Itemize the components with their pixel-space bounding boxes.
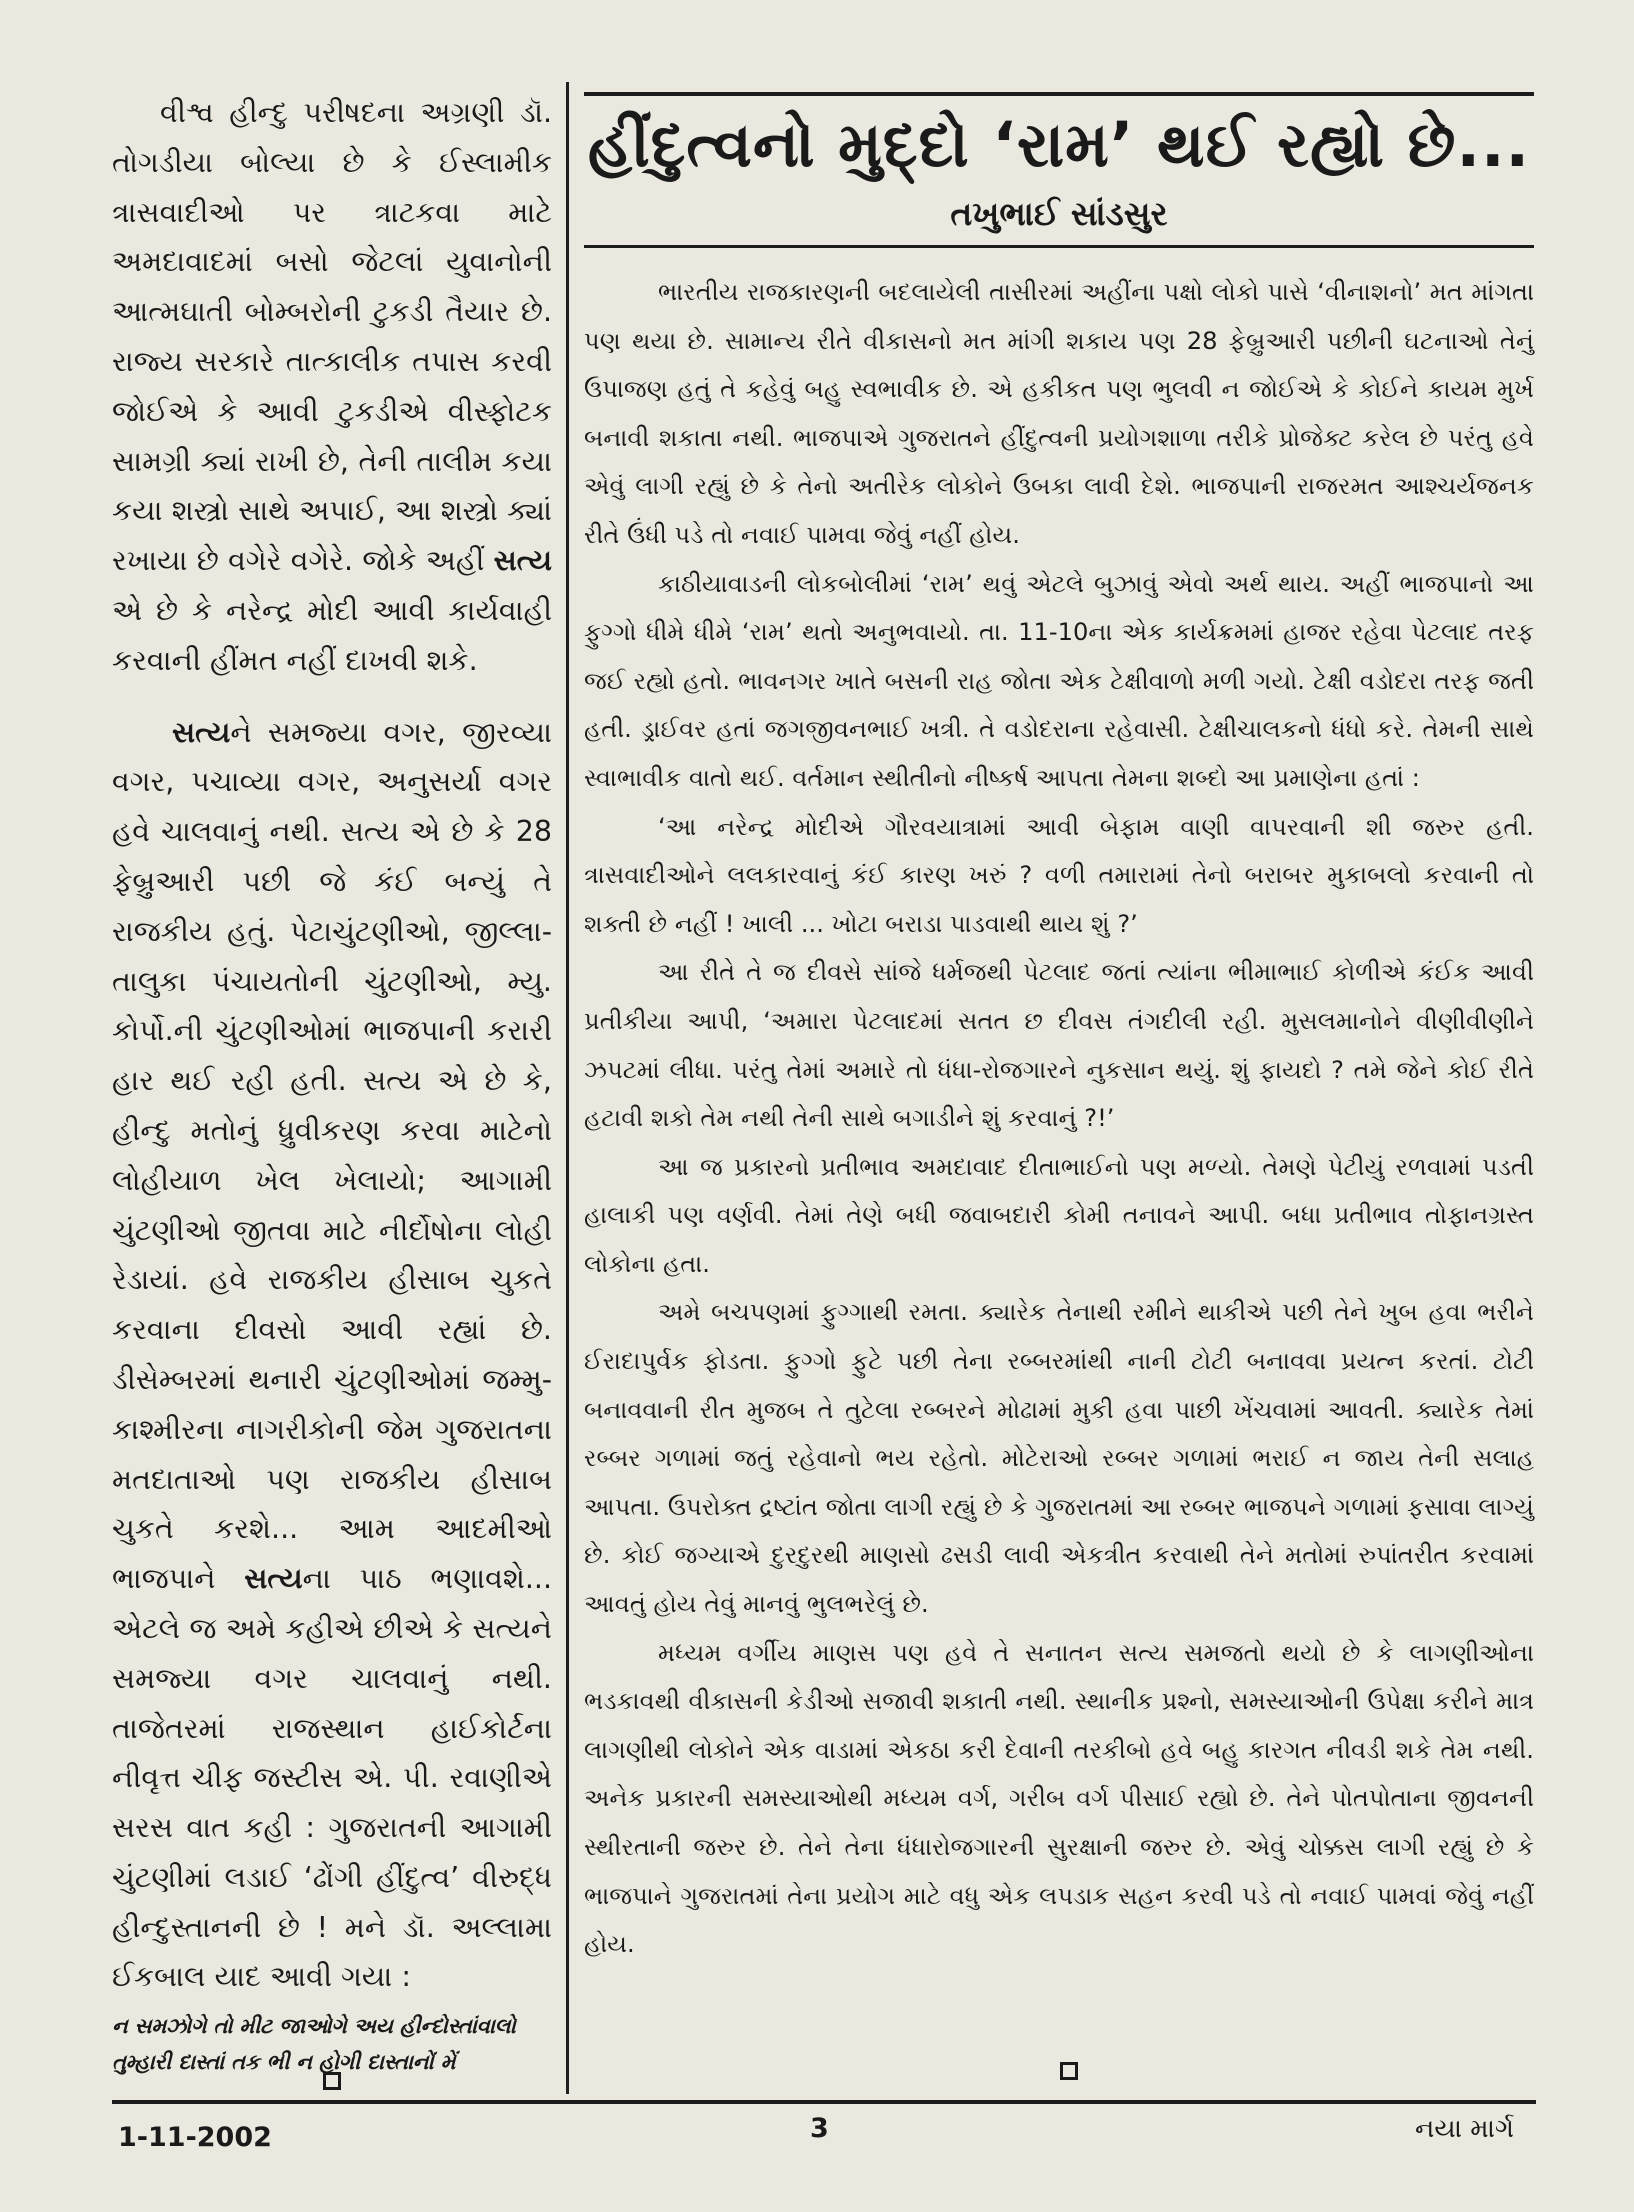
end-mark-icon (1060, 2062, 1078, 2080)
article-author: તખુભાઈ સાંડસુર (950, 194, 1168, 233)
left-column (112, 88, 552, 2088)
issue-date: 1-11-2002 (118, 2122, 272, 2153)
article-title: હીંદુત્વનો મુદ્દો ‘રામ’ થઈ રહ્યો છે... (587, 108, 1531, 181)
article-paragraph: અમે બચપણમાં ફુગ્ગાથી રમતા. ક્યારેક તેનાથી રમીને થાકીએ પછી તેને ખુબ હવા ભરીને ઈરાદાપુર્વક ફોડતા. ફુગ્ગો ફુટે પછી તેના રબ્બરમાંથી નાની ટોટી બનાવવા પ્રયત્ન કરતાં. ટોટી બનાવવાની રીત મુજબ તે તુટેલા રબ્બરને મોઢામાં મુકી હવા પાછી ખેંચવામાં આવતી. ક્યારેક તેમાં રબ્બર ગળામાં જતું રહેવાનો ભય રહેતો. મોટેરાઓ રબ્બર ગળામાં ભરાઈ ન જાય તેની સલાહ આપતા. ઉપરોક્ત દ્રષ્ટાંત જોતા લાગી રહ્યું છે કે ગુજરાતમાં આ રબ્બર ભાજપને ગળામાં ફસાવા લાગ્યું છે. કોઈ જગ્યાએ દુરદુરથી માણસો ઢસડી લાવી એકત્રીત કરવાથી તેને મતોમાં રુપાંતરીત કરવામાં આવતું હોય તેવું માનવું ભુલભરેલું છે. (584, 1298, 1534, 1619)
page-number: 3 (810, 2113, 829, 2144)
column-divider (566, 82, 569, 2094)
footer-rule (112, 2100, 1536, 2104)
article-paragraph: મધ્યમ વર્ગીય માણસ પણ હવે તે સનાતન સત્ય સમજતો થયો છે કે લાગણીઓના ભડકાવથી વીકાસની કેડીઓ સજાવી શકાતી નથી. સ્થાનીક પ્રશ્નો, સમસ્યાઓની ઉપેક્ષા કરીને માત્ર લાગણીથી લોકોને એક વાડામાં એકઠા કરી દેવાની તરકીબો હવે બહુ કારગત નીવડી શકે તેમ નથી. અનેક પ્રકારની સમસ્યાઓથી મધ્યમ વર્ગ, ગરીબ વર્ગ પીસાઈ રહ્યો છે. તેને પોતપોતાના જીવનની સ્થીરતાની જરુર છે. તેને તેના ધંધારોજગારની સુરક્ષાની જરુર છે. એવું ચોક્કસ લાગી રહ્યું છે કે ભાજપાને ગુજરાતમાં તેના પ્રયોગ માટે વધુ એક લપડાક સહન કરવી પડે તો નવાઈ પામવાં જેવું નહીં હોય. (584, 1638, 1534, 1959)
emphasis-satya: સત્ય (244, 1562, 303, 1596)
left-paragraph-2: સત્યને સમજ્યા વગર, જીરવ્યા વગર, પચાવ્યા વગર, અનુસર્યા વગર હવે ચાલવાનું નથી. સત્ય એ છે કે 28 ફેબ્રુઆરી પછી જે કંઈ બન્યું તે રાજકીય હતું. પેટાચુંટણીઓ, જીલ્લા-તાલુકા પંચાયતોની ચુંટણીઓ, મ્યુ. કોર્પો.ની ચુંટણીઓમાં ભાજપાની કરારી હાર થઈ રહી હતી. સત્ય એ છે કે, હીન્દુ મતોનું ધ્રુવીકરણ કરવા માટેનો લોહીયાળ ખેલ ખેલાયો; આગામી ચુંટણીઓ જીતવા માટે નીર્દોષોના લોહી રેડાયાં. હવે રાજકીય હીસાબ ચુકતે કરવાના દીવસો આવી રહ્યાં છે. ડીસેમ્બરમાં થનારી ચુંટણીઓમાં જમ્મુ-કાશ્મીરના નાગરીકોની જેમ ગુજરાતના મતદાતાઓ પણ રાજકીય હીસાબ ચુકતે કરશે... આમ આદમીઓ ભાજપાને સત્યના પાઠ ભણાવશે... એટલે જ અમે કહીએ છીએ કે સત્યને સમજ્યા વગર ચાલવાનું નથી. તાજેતરમાં રાજસ્થાન હાઈકોર્ટના નીવૃત્ત ચીફ જસ્ટીસ એ. પી. રવાણીએ સરસ વાત કહી : ગુજરાતની આગામી ચુંટણીમાં લડાઈ ‘ઢોંગી હીંદુત્વ’ વીરુદ્ધ હીન્દુસ્તાનની છે ! મને ડૉ. અલ્લામા ઈકબાલ યાદ આવી ગયા : (112, 715, 552, 1994)
title-rule-bottom (584, 245, 1534, 248)
article-body (584, 268, 1534, 1969)
emphasis-satya: સત્ય (172, 715, 231, 749)
article-paragraph: આ રીતે તે જ દીવસે સાંજે ધર્મજથી પેટલાદ જતાં ત્યાંના ભીમાભાઈ કોળીએ કંઈક આવી પ્રતીકીયા આપી, ‘અમારા પેટલાદમાં સતત છ દીવસ તંગદીલી રહી. મુસલમાનોને વીણીવીણીને ઝપટમાં લીધા. પરંતુ તેમાં અમારે તો ધંધા-રોજગારને નુકસાન થયું. શું ફાયદો ? તમે જેને કોઈ રીતે હટાવી શકો તેમ નથી તેની સાથે બગાડીને શું કરવાનું ?!’ (584, 958, 1534, 1133)
right-column (584, 82, 1534, 2102)
article-paragraph: ભારતીય રાજકારણની બદલાયેલી તાસીરમાં અહીંના પક્ષો લોકો પાસે ‘વીનાશનો’ મત માંગતા પણ થયા છે. સામાન્ય રીતે વીકાસનો મત માંગી શકાય પણ 28 ફેબ્રુઆરી પછીની ઘટનાઓ તેનું ઉપાજણ હતું તે કહેવું બહુ સ્વભાવીક છે. એ હકીકત પણ ભુલવી ન જોઈએ કે કોઈને કાયમ મુર્ખ બનાવી શકાતા નથી. ભાજપાએ ગુજરાતને હીંદુત્વની પ્રયોગશાળા તરીકે પ્રોજેક્ટ કરેલ છે પરંતુ હવે એવું લાગી રહ્યું છે કે તેનો અતીરેક લોકોને ઉબકા લાવી દેશે. ભાજપાની રાજરમત આશ્ચર્યજનક રીતે ઉંધી પડે તો નવાઈ પામવા જેવું નહીં હોય. (584, 278, 1534, 549)
couplet (112, 2008, 552, 2080)
article-paragraph: કાઠીયાવાડની લોકબોલીમાં ‘રામ’ થવું એટલે બુઝાવું એવો અર્થ થાય. અહીં ભાજપાનો આ ફુગ્ગો ધીમે ધીમે ‘રામ’ થતો અનુભવાયો. તા. 11-10ના એક કાર્યક્રમમાં હાજર રહેવા પેટલાદ તરફ જઈ રહ્યો હતો. ભાવનગર ખાતે બસની રાહ જોતા એક ટેક્ષીવાળો મળી ગયો. ટેક્ષી વડોદરા તરફ જતી હતી. ડ્રાઈવર હતાં જગજીવનભાઈ ખત્રી. તે વડોદરાના રહેવાસી. ટેક્ષીચાલકનો ધંધો કરે. તેમની સાથે સ્વાભાવીક વાતો થઈ. વર્તમાન સ્થીતીનો નીષ્કર્ષ આપતા તેમના શબ્દો આ પ્રમાણેના હતાં : (584, 569, 1534, 792)
publication-name: નયા માર્ગ (1415, 2114, 1515, 2144)
end-mark-icon (323, 2072, 341, 2090)
title-rule-top (584, 92, 1534, 96)
couplet-line-1: ન સમઝોગે તો મીટ જાઓગે અય હીન્દોસ્તાંવાલો (112, 2014, 516, 2039)
article-paragraph: ‘આ નરેન્દ્ર મોદીએ ગૌરવયાત્રામાં આવી બેફામ વાણી વાપરવાની શી જરુર હતી. ત્રાસવાદીઓને લલકારવાનું કંઈ કારણ ખરું ? વળી તમારામાં તેનો બરાબર મુકાબલો કરવાની તો શક્તી છે નહીં ! ખાલી ... ખોટા બરાડા પાડવાથી થાય શું ?’ (584, 812, 1534, 938)
couplet-line-2: તુમ્હારી દાસ્તાં તક ભી ન હોગી દાસ્તાનોં મેં (112, 2050, 456, 2075)
article-paragraph: આ જ પ્રકારનો પ્રતીભાવ અમદાવાદ દીતાભાઈનો પણ મળ્યો. તેમણે પેટીયું રળવામાં પડતી હાલાકી પણ વર્ણવી. તેમાં તેણે બધી જવાબદારી કોમી તનાવને આપી. બધા પ્રતીભાવ તોફાનગ્રસ્ત લોકોના હતા. (584, 1152, 1534, 1278)
left-paragraph-1: વીશ્વ હીન્દુ પરીષદના અગ્રણી ડૉ. તોગડીયા બોલ્યા છે કે ઈસ્લામીક ત્રાસવાદીઓ પર ત્રાટકવા માટે અમદાવાદમાં બસો જેટલાં યુવાનોની આત્મઘાતી બોમ્બરોની ટુકડી તૈયાર છે. રાજ્ય સરકારે તાત્કાલીક તપાસ કરવી જોઈએ કે આવી ટુકડીએ વીસ્ફોટક સામગ્રી ક્યાં રાખી છે, તેની તાલીમ કયા કયા શસ્ત્રો સાથે અપાઈ, આ શસ્ત્રો ક્યાં રખાયા છે વગેરે વગેરે. જોકે અહીં સત્ય એ છે કે નરેન્દ્ર મોદી આવી કાર્યવાહી કરવાની હીંમત નહીં દાખવી શકે. (112, 96, 552, 677)
emphasis-satya: સત્ય (493, 544, 552, 578)
